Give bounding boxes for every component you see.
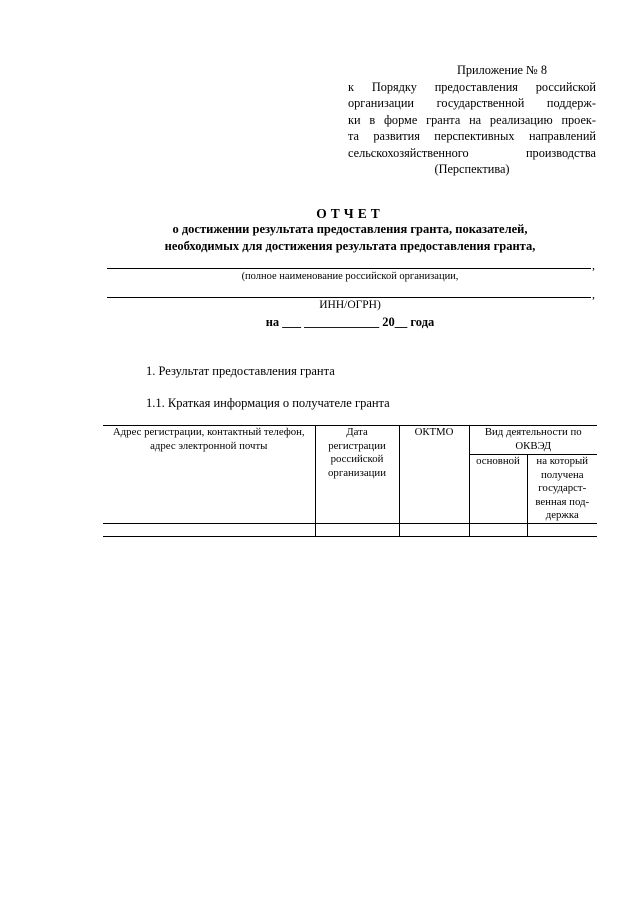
cell-registration-date <box>315 523 399 536</box>
appendix-block <box>348 62 596 178</box>
cell-oktmo <box>399 523 469 536</box>
recipient-info-table <box>103 425 597 537</box>
report-subtitle: необходимых для достижения результата предоставления гранта, <box>164 239 536 253</box>
report-title: ОТЧЕТ <box>316 206 384 221</box>
inn-ogrn-hint: ИНН/ОГРН) <box>319 299 381 311</box>
appendix-line-last: (Перспектива) <box>434 162 510 176</box>
appendix-line: ки в форме гранта на реализацию проек- <box>348 112 596 127</box>
report-subtitle: о достижении результата предоставления гранта, показателей, <box>172 222 528 236</box>
appendix-line: организации государственной поддерж- <box>348 96 596 110</box>
header-registration-date: Дата регистрации российской организации <box>315 426 399 524</box>
appendix-line: сельскохозяйственного производства <box>348 145 596 160</box>
section-heading-1: 1. Результат предоставления гранта <box>146 364 335 378</box>
header-okved-activity: Вид деятельности по ОКВЭД <box>469 426 597 455</box>
organization-name-line <box>107 268 591 269</box>
appendix-line: та развития перспективных направлений <box>348 129 596 143</box>
comma: , <box>592 287 595 301</box>
inn-ogrn-line <box>107 297 591 298</box>
organization-name-hint: (полное наименование российской организации, <box>241 271 459 282</box>
cell-address <box>103 523 315 536</box>
header-supported-activity: на который получена государст-венная под-держка <box>527 455 597 524</box>
cell-supported-activity <box>527 523 597 536</box>
header-main-activity: основной <box>469 455 527 524</box>
appendix-title: Приложение № 8 <box>456 63 548 77</box>
comma: , <box>592 258 595 272</box>
appendix-line: к Порядку предоставления российской <box>348 79 596 94</box>
header-address: Адрес регистрации, контактный телефон, адрес электронной почты <box>103 426 315 524</box>
header-oktmo: ОКТМО <box>399 426 469 524</box>
cell-main-activity <box>469 523 527 536</box>
report-period: на ___ ____________ 20__ года <box>265 315 435 329</box>
section-heading-1-1: 1.1. Краткая информация о получателе гранта <box>146 396 390 410</box>
